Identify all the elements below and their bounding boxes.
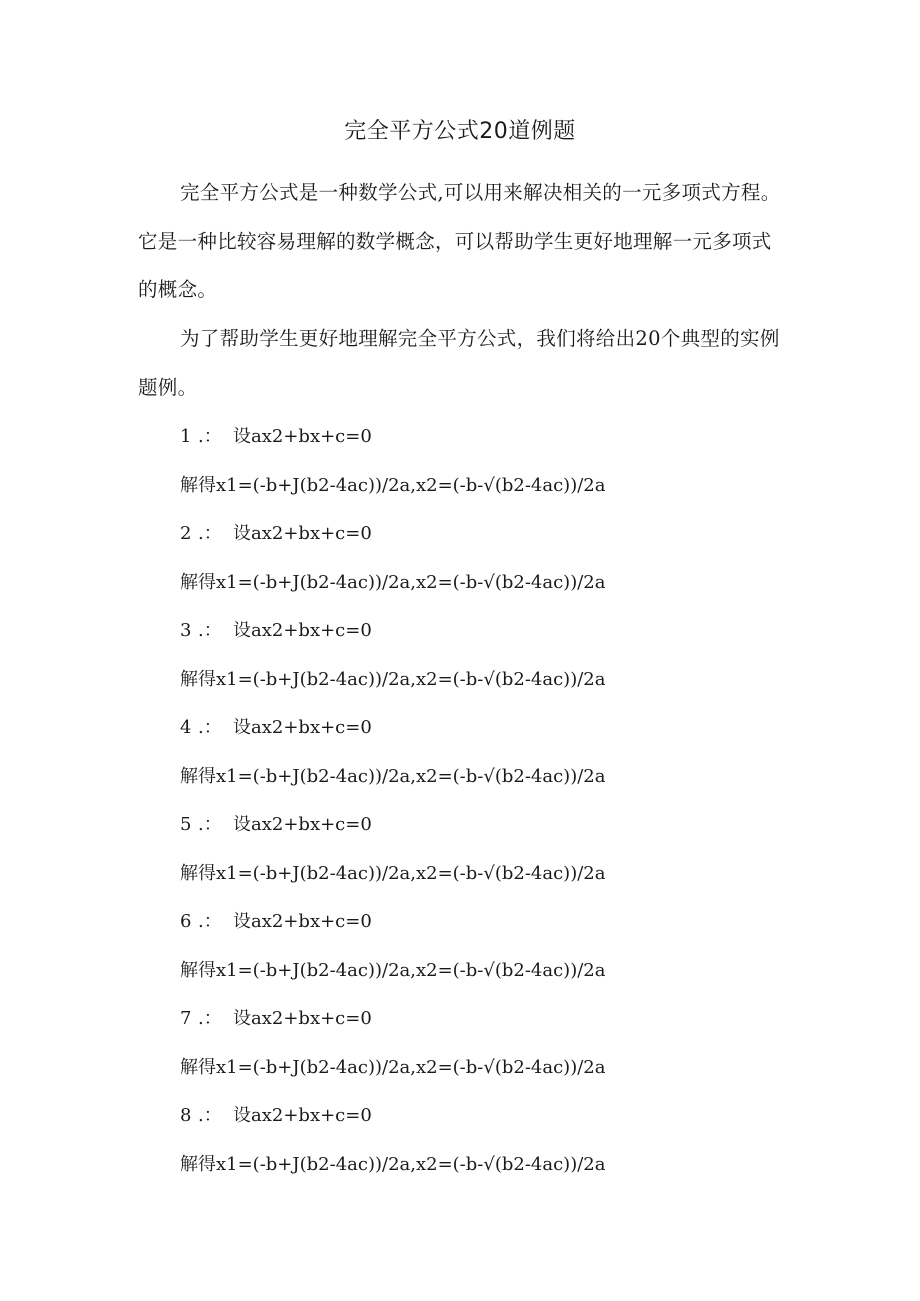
example-problem: 设ax2+bx+c=0 (233, 1008, 372, 1029)
example-solution: 解得x1=(-b+J(b2-4ac))/2a,x2=(-b-√(b2-4ac))/2a (180, 1153, 606, 1175)
intro-paragraph: 完全平方公式是一种数学公式,可以用来解决相关的一元多项式方程。它是一种比较容易理解的数学概念，可以帮助学生更好地理解一元多项式的概念。 (138, 181, 781, 301)
example-item (180, 413, 800, 510)
example-number: 4 (180, 717, 192, 738)
example-number: 1 (180, 426, 192, 447)
page-title: 完全平方公式20道例题 (344, 119, 576, 144)
example-number: 6 (180, 911, 192, 932)
example-problem: 设ax2+bx+c=0 (233, 814, 372, 835)
example-problem-line (180, 801, 800, 850)
example-item (180, 510, 800, 607)
example-punctuation: .： (198, 523, 222, 544)
example-problem: 设ax2+bx+c=0 (233, 620, 372, 641)
example-punctuation: .： (198, 426, 222, 447)
example-problem: 设ax2+bx+c=0 (233, 426, 372, 447)
example-problem-line (180, 510, 800, 559)
example-problem: 设ax2+bx+c=0 (233, 717, 372, 738)
example-problem: 设ax2+bx+c=0 (233, 911, 372, 932)
example-item (180, 704, 800, 801)
example-problem-line (180, 1092, 800, 1141)
example-solution: 解得x1=(-b+J(b2-4ac))/2a,x2=(-b-√(b2-4ac))/2a (180, 474, 606, 496)
example-problem-line (180, 898, 800, 947)
example-punctuation: .： (198, 1008, 222, 1029)
example-item (180, 1092, 800, 1189)
example-number: 3 (180, 620, 192, 641)
example-punctuation: .： (198, 911, 222, 932)
example-solution: 解得x1=(-b+J(b2-4ac))/2a,x2=(-b-√(b2-4ac))/2a (180, 765, 606, 787)
example-punctuation: .： (198, 1105, 222, 1126)
example-problem-line (180, 413, 800, 462)
example-punctuation: .： (198, 717, 222, 738)
example-solution: 解得x1=(-b+J(b2-4ac))/2a,x2=(-b-√(b2-4ac))/2a (180, 571, 606, 593)
example-problem-line (180, 995, 800, 1044)
example-solution: 解得x1=(-b+J(b2-4ac))/2a,x2=(-b-√(b2-4ac))/2a (180, 668, 606, 690)
example-problem-line (180, 607, 800, 656)
example-solution: 解得x1=(-b+J(b2-4ac))/2a,x2=(-b-√(b2-4ac))/2a (180, 959, 606, 981)
purpose-paragraph: 为了帮助学生更好地理解完全平方公式，我们将给出20个典型的实例题例。 (138, 327, 780, 399)
example-item (180, 607, 800, 704)
example-solution: 解得x1=(-b+J(b2-4ac))/2a,x2=(-b-√(b2-4ac))/2a (180, 1056, 606, 1078)
example-number: 7 (180, 1008, 192, 1029)
example-solution: 解得x1=(-b+J(b2-4ac))/2a,x2=(-b-√(b2-4ac))/2a (180, 862, 606, 884)
example-number: 5 (180, 814, 192, 835)
example-problem-line (180, 704, 800, 753)
example-number: 2 (180, 523, 192, 544)
examples-list (180, 413, 800, 1189)
example-item (180, 995, 800, 1092)
example-problem: 设ax2+bx+c=0 (233, 1105, 372, 1126)
example-punctuation: .： (198, 620, 222, 641)
example-item (180, 898, 800, 995)
example-punctuation: .： (198, 814, 222, 835)
example-number: 8 (180, 1105, 192, 1126)
example-item (180, 801, 800, 898)
example-problem: 设ax2+bx+c=0 (233, 523, 372, 544)
